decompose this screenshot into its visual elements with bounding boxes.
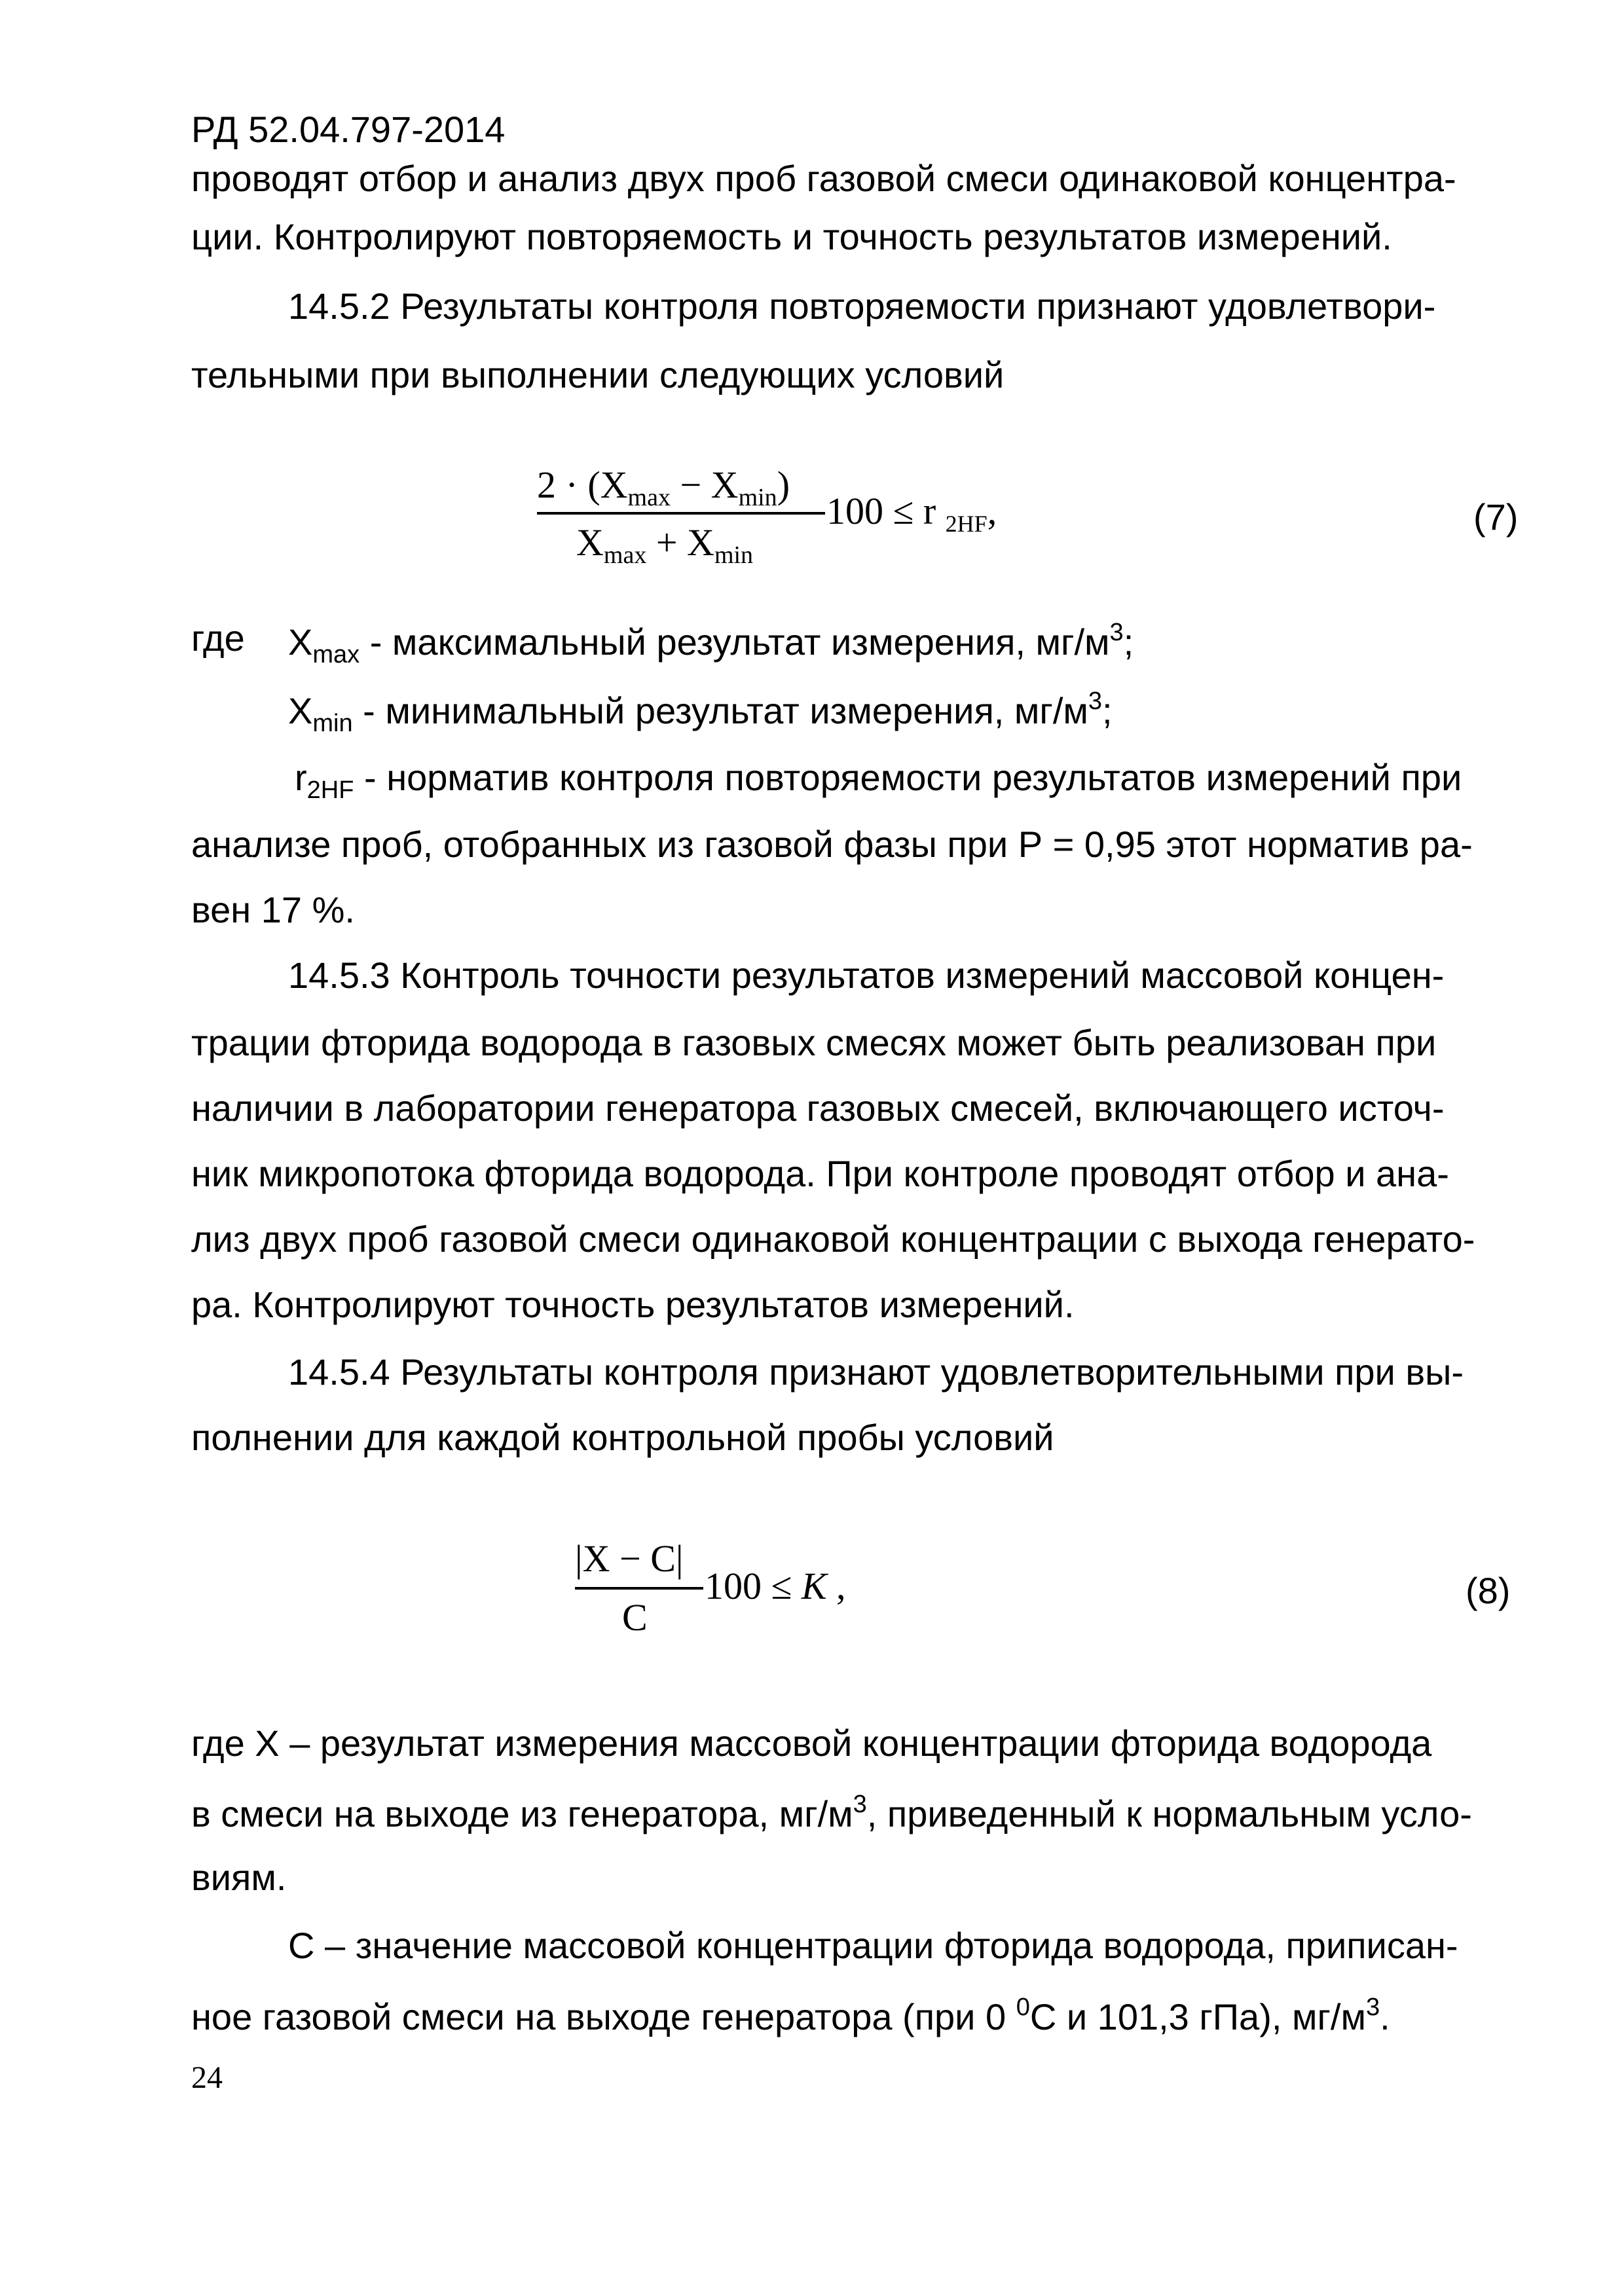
text-line: анализе проб, отобранных из газовой фазы при Р = 0,95 этот норматив ра-: [191, 824, 1473, 865]
formula-7-fraction-bar: [537, 512, 825, 515]
formula-7-rhs: 100 ≤ r $_{2HF}$,: [826, 490, 997, 537]
text-line: виям.: [191, 1857, 287, 1898]
document-code: РД 52.04.797-2014: [191, 109, 506, 150]
text-line: в смеси на выходе из генератора, $мг/м^3$, приведенный к нормальным усло-: [191, 1791, 1472, 1834]
text-line: ции. Контролируют повторяемость и точность результатов измерений.: [191, 216, 1392, 257]
formula-7-number: (7): [1473, 496, 1519, 538]
text-line: полнении для каждой контрольной пробы условий: [191, 1417, 1054, 1458]
text-line: 14.5.4 Результаты контроля признают удовлетворительными при вы-: [288, 1351, 1464, 1393]
formula-8-denominator: C: [622, 1596, 648, 1639]
def-xmin: $X_{min}$ - минимальный результат измерения, $мг/м^3$;: [288, 687, 1113, 737]
text-line: проводят отбор и анализ двух проб газовой смеси одинаковой концентра-: [191, 158, 1456, 199]
text-line: ное газовой смеси на выходе генератора (при 0 $^0$С и 101,3 гПа), $мг/м^3$.: [191, 1994, 1390, 2037]
page-number: 24: [191, 2060, 223, 2095]
formula-8-number: (8): [1466, 1570, 1511, 1611]
text-line: трации фторида водорода в газовых смесях может быть реализован при: [191, 1022, 1437, 1063]
text-line: тельными при выполнении следующих условий: [191, 354, 1005, 395]
def-xmax: $X_{max}$ - максимальный результат измерения, $мг/м^3$;: [288, 619, 1134, 668]
def-r2hf: $r_{2HF}$ - норматив контроля повторяемости результатов измерений при: [295, 757, 1462, 804]
text-line: вен 17 %.: [191, 889, 355, 930]
formula-7-numerator: $2 \cdot (X_{max} - X_{min})$: [537, 464, 790, 511]
formula-7-denominator: $X_{max} + X_{min}$: [576, 521, 754, 569]
text-line: где X – результат измерения массовой концентрации фторида водорода: [191, 1722, 1432, 1764]
text-line: лиз двух проб газовой смеси одинаковой концентрации с выхода генерато-: [191, 1218, 1475, 1260]
text-line: 14.5.2 Результаты контроля повторяемости признают удовлетвори-: [288, 285, 1436, 327]
formula-8-numerator: |X − C|: [575, 1537, 684, 1580]
text-line: ник микропотока фторида водорода. При контроле проводят отбор и ана-: [191, 1153, 1449, 1194]
text-line: ра. Контролируют точность результатов измерений.: [191, 1284, 1075, 1325]
formula-8-rhs: 100 ≤ K ,: [705, 1565, 846, 1607]
formula-8-fraction-bar: [575, 1587, 703, 1590]
text-line: С – значение массовой концентрации фторида водорода, приписан-: [288, 1925, 1458, 1966]
where-label: где: [191, 617, 245, 659]
text-line: 14.5.3 Контроль точности результатов измерений массовой концен-: [288, 955, 1445, 996]
text-line: наличии в лаборатории генератора газовых смесей, включающего источ-: [191, 1087, 1445, 1129]
